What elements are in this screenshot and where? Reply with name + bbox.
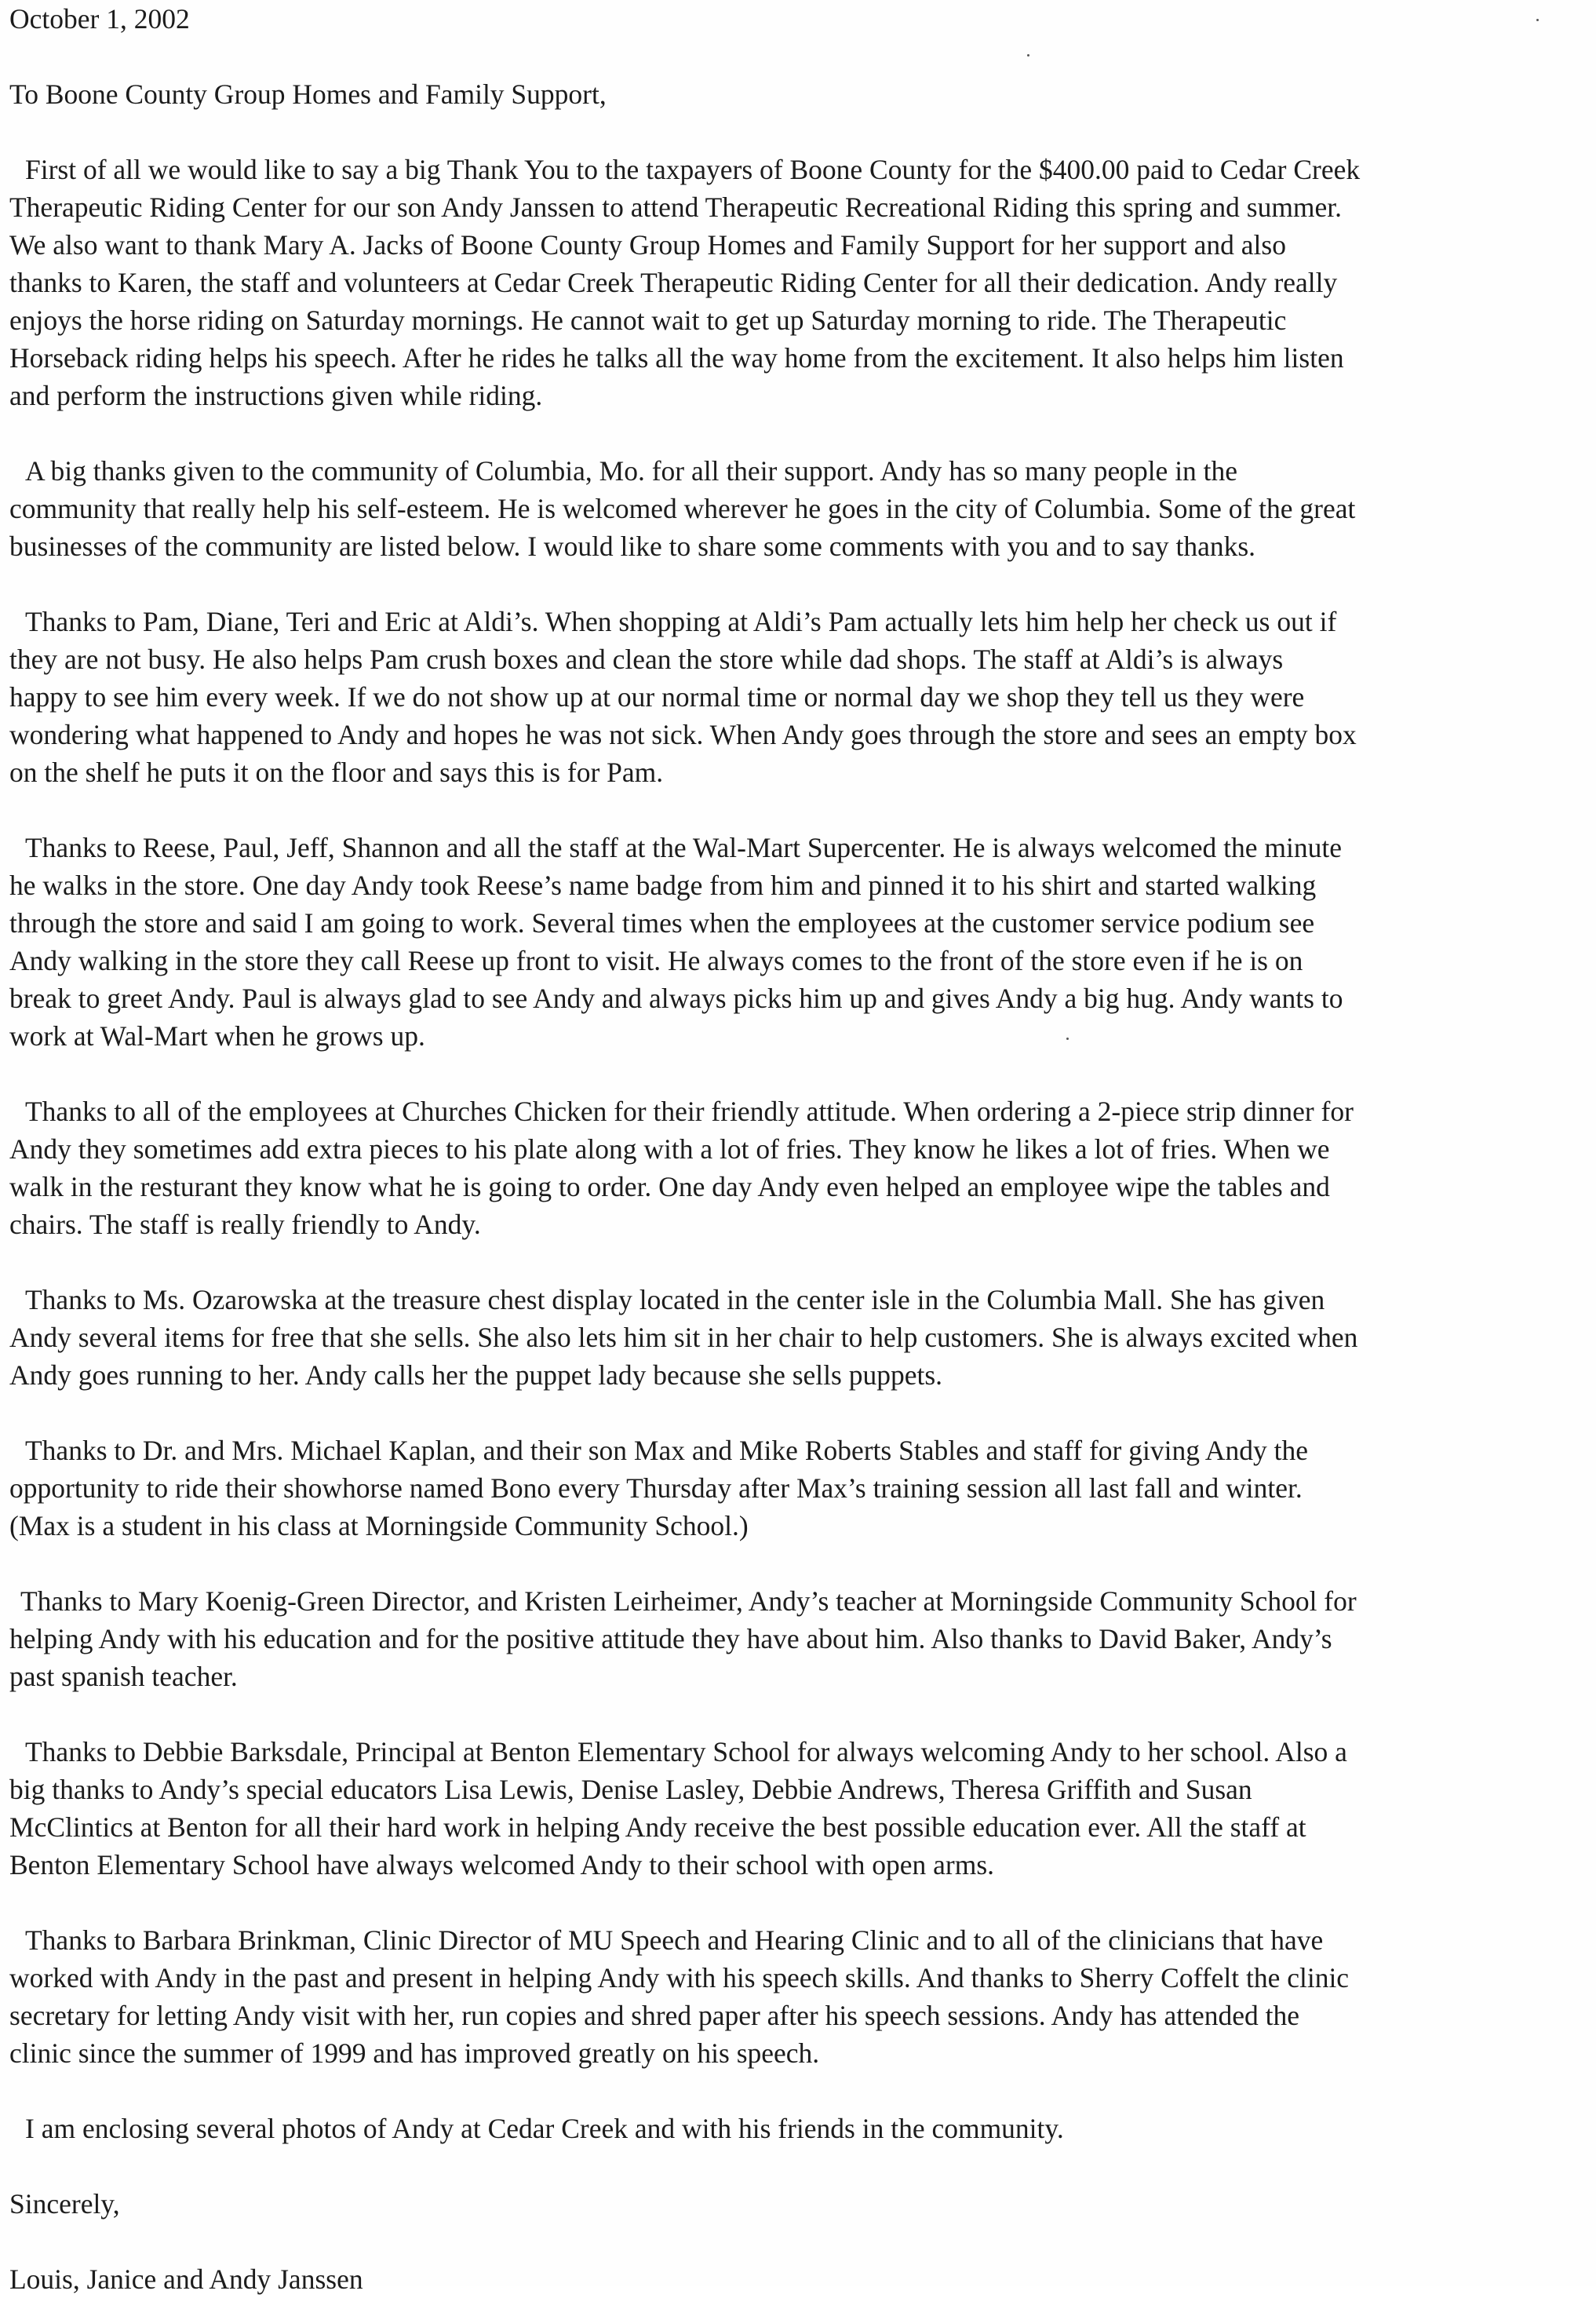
paragraph-line: opportunity to ride their showhorse named Bono every Thursday after Max’s training session all last fall and winter. <box>9 1472 1303 1504</box>
paragraph-line: work at Wal-Mart when he grows up. <box>9 1020 425 1052</box>
paragraph-line: We also want to thank Mary A. Jacks of Boone County Group Homes and Family Support for her support and also <box>9 229 1286 261</box>
paragraph-line: community that really help his self-esteem. He is welcomed wherever he goes in the city of Columbia. Some of the great <box>9 493 1356 524</box>
paragraph-line: Therapeutic Riding Center for our son Andy Janssen to attend Therapeutic Recreational Riding this spring and summer. <box>9 192 1343 223</box>
paragraph-line: Benton Elementary School have always welcomed Andy to their school with open arms. <box>9 1849 995 1880</box>
paragraph-line: through the store and said I am going to work. Several times when the employees at the customer service podium see <box>9 907 1315 939</box>
letter-paragraph <box>9 1281 1587 1394</box>
paragraph-line: Thanks to all of the employees at Churches Chicken for their friendly attitude. When ordering a 2-piece strip dinner for <box>25 1096 1354 1127</box>
paragraph-line: past spanish teacher. <box>9 1661 238 1692</box>
paragraph-line: Andy walking in the store they call Reese up front to visit. He always comes to the front of the store even if he is on <box>9 945 1303 976</box>
paragraph-line: Thanks to Debbie Barksdale, Principal at Benton Elementary School for always welcoming Andy to her school. Also a <box>25 1736 1347 1767</box>
letter-paragraph <box>9 829 1587 1055</box>
paragraph-line: First of all we would like to say a big Thank You to the taxpayers of Boone County for the $400.00 paid to Cedar Creek <box>25 154 1361 185</box>
paragraph-line: enjoys the horse riding on Saturday mornings. He cannot wait to get up Saturday morning to ride. The Therapeutic <box>9 305 1287 336</box>
paragraph-line: clinic since the summer of 1999 and has improved greatly on his speech. <box>9 2037 820 2069</box>
letter-paragraph <box>9 1582 1587 1695</box>
paragraph-line: Thanks to Mary Koenig-Green Director, and Kristen Leirheimer, Andy’s teacher at Morningside Community School for <box>20 1585 1357 1617</box>
paragraph-line: Thanks to Dr. and Mrs. Michael Kaplan, and their son Max and Mike Roberts Stables and staff for giving Andy the <box>25 1435 1309 1466</box>
letter-paragraphs <box>9 151 1587 2185</box>
paragraph-line: they are not busy. He also helps Pam crush boxes and clean the store while dad shops. The staff at Aldi’s is always <box>9 644 1284 675</box>
letter-paragraph <box>9 1092 1587 1243</box>
paragraph-line: helping Andy with his education and for the positive attitude they have about him. Also thanks to David Baker, Andy’s <box>9 1623 1332 1654</box>
paragraph-line: wondering what happened to Andy and hopes he was not sick. When Andy goes through the store and sees an empty box <box>9 719 1357 750</box>
letter-paragraph <box>9 1733 1587 1884</box>
paragraph-line: A big thanks given to the community of Columbia, Mo. for all their support. Andy has so many people in the <box>25 455 1238 487</box>
paragraph-line: Andy several items for free that she sells. She also lets him sit in her chair to help customers. She is always excited when <box>9 1322 1358 1353</box>
paragraph-line: I am enclosing several photos of Andy at Cedar Creek and with his friends in the community. <box>25 2113 1064 2144</box>
paragraph-line: thanks to Karen, the staff and volunteers at Cedar Creek Therapeutic Riding Center for all their dedication. Andy really <box>9 267 1338 298</box>
paragraph-line: Andy they sometimes add extra pieces to his plate along with a lot of fries. They know he likes a lot of fries. When we <box>9 1133 1330 1165</box>
paragraph-line: McClintics at Benton for all their hard work in helping Andy receive the best possible education ever. All the staff at <box>9 1811 1306 1843</box>
paragraph-line: (Max is a student in his class at Morningside Community School.) <box>9 1510 749 1541</box>
paragraph-line: Thanks to Ms. Ozarowska at the treasure chest display located in the center isle in the Columbia Mall. She has given <box>25 1284 1325 1315</box>
letter-body <box>9 0 1587 2298</box>
paragraph-line: on the shelf he puts it on the floor and says this is for Pam. <box>9 757 664 788</box>
letter-closing: Sincerely, <box>9 2188 120 2220</box>
paragraph-line: walk in the resturant they know what he is going to order. One day Andy even helped an employee wipe the tables and <box>9 1171 1330 1202</box>
paragraph-line: businesses of the community are listed below. I would like to share some comments with you and to say thanks. <box>9 531 1256 562</box>
letter-paragraph <box>9 151 1587 414</box>
letter-signature: Louis, Janice and Andy Janssen <box>9 2263 363 2295</box>
letter-paragraph <box>9 1432 1587 1545</box>
paragraph-line: Horseback riding helps his speech. After he rides he talks all the way home from the excitement. It also helps him listen <box>9 342 1344 374</box>
paragraph-line: Thanks to Reese, Paul, Jeff, Shannon and all the staff at the Wal-Mart Supercenter. He is always welcomed the minute <box>25 832 1343 863</box>
letter-date: October 1, 2002 <box>9 3 190 35</box>
paragraph-line: and perform the instructions given while riding. <box>9 380 543 411</box>
letter-paragraph <box>9 452 1587 565</box>
letter-salutation: To Boone County Group Homes and Family Support, <box>9 78 607 110</box>
paragraph-line: secretary for letting Andy visit with her, run copies and shred paper after his speech sessions. Andy has attended the <box>9 2000 1299 2031</box>
paragraph-line: Thanks to Pam, Diane, Teri and Eric at Aldi’s. When shopping at Aldi’s Pam actually lets him help her check us out if <box>25 606 1337 637</box>
paragraph-line: Andy goes running to her. Andy calls her the puppet lady because she sells puppets. <box>9 1359 943 1391</box>
paragraph-line: he walks in the store. One day Andy took Reese’s name badge from him and pinned it to his shirt and started walking <box>9 870 1317 901</box>
paragraph-line: chairs. The staff is really friendly to Andy. <box>9 1209 481 1240</box>
letter-paragraph <box>9 603 1587 791</box>
paragraph-line: happy to see him every week. If we do not show up at our normal time or normal day we shop they tell us they were <box>9 681 1305 713</box>
paragraph-line: worked with Andy in the past and present in helping Andy with his speech skills. And thanks to Sherry Coffelt the clinic <box>9 1962 1350 1993</box>
paragraph-line: break to greet Andy. Paul is always glad to see Andy and always picks him up and gives Andy a big hug. Andy wants to <box>9 983 1343 1014</box>
letter-paragraph <box>9 1921 1587 2072</box>
paragraph-line: Thanks to Barbara Brinkman, Clinic Director of MU Speech and Hearing Clinic and to all of the clinicians that have <box>25 1924 1324 1956</box>
letter-paragraph <box>9 2110 1587 2147</box>
paragraph-line: big thanks to Andy’s special educators Lisa Lewis, Denise Lasley, Debbie Andrews, Theresa Griffith and Susan <box>9 1774 1252 1805</box>
